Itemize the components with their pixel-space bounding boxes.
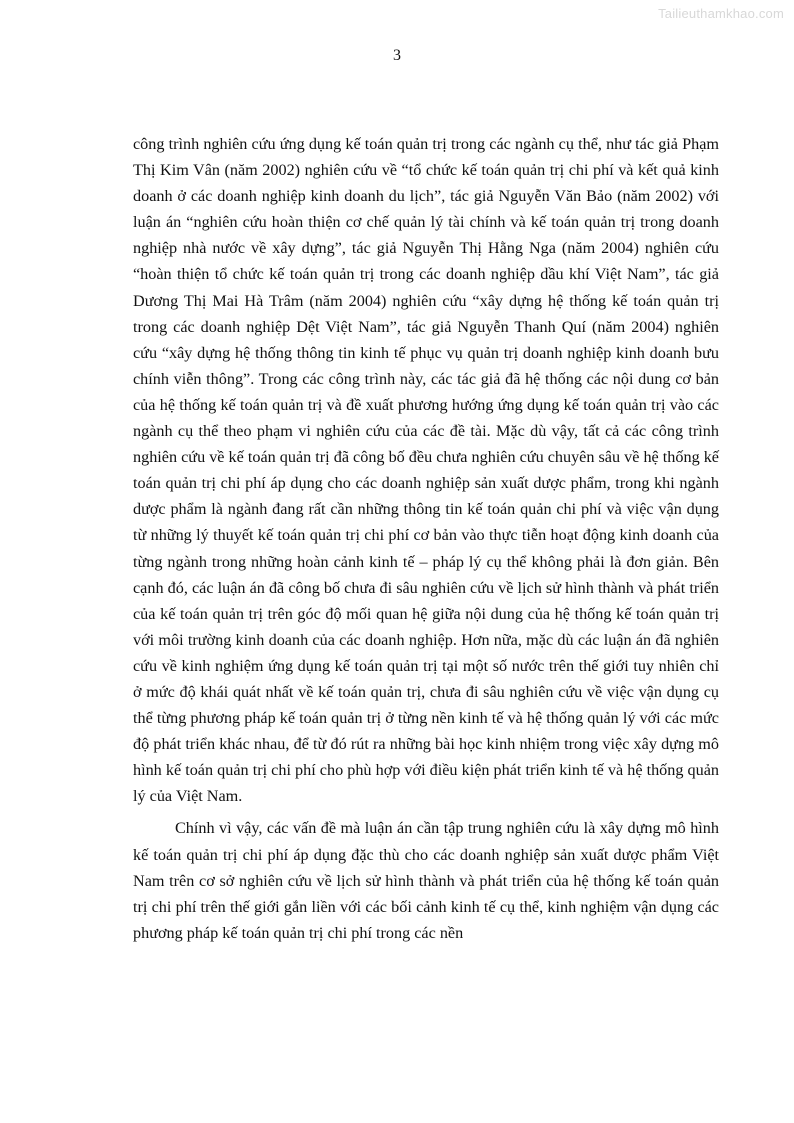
paragraph-1: công trình nghiên cứu ứng dụng kế toán quản trị trong các ngành cụ thể, như tác giả Phạm Thị Kim Vân (năm 2002) nghiên cứu về “tổ chức kế toán quản trị chi phí và kết quả kinh doanh ở các doanh nghiệp kinh doanh du lịch”, tác giả Nguyễn Văn Bảo (năm 2002) với luận án “nghiên cứu hoàn thiện cơ chế quản lý tài chính và kế toán quản trị trong doanh nghiệp nhà nước về xây dựng”, tác giả Nguyễn Thị Hằng Nga (năm 2004) nghiên cứu “hoàn thiện tổ chức kế toán quản trị trong các doanh nghiệp dầu khí Việt Nam”, tác giả Dương Thị Mai Hà Trâm (năm 2004) nghiên cứu “xây dựng hệ thống kế toán quản trị trong các doanh nghiệp Dệt Việt Nam”, tác giả Nguyễn Thanh Quí (năm 2004) nghiên cứu “xây dựng hệ thống thông tin kinh tế phục vụ quản trị doanh nghiệp kinh doanh bưu chính viễn thông”. Trong các công trình này, các tác giả đã hệ thống các nội dung cơ bản của hệ thống kế toán quản trị và đề xuất phương hướng ứng dụng kế toán quản trị vào các ngành cụ thể theo phạm vi nghiên cứu của các đề tài. Mặc dù vậy, tất cả các công trình nghiên cứu về kế toán quản trị đã công bố đều chưa nghiên cứu chuyên sâu về hệ thống kế toán quản trị chi phí áp dụng cho các doanh nghiệp sản xuất dược phẩm, trong khi ngành dược phẩm là ngành đang rất cần những thông tin kế toán quản chi phí và việc vận dụng từ những lý thuyết kế toán quản trị chi phí cơ bản vào thực tiễn hoạt động kinh doanh của từng ngành trong những hoàn cảnh kinh tế – pháp lý cụ thể không phải là đơn giản. Bên cạnh đó, các luận án đã công bố chưa đi sâu nghiên cứu về lịch sử hình thành và phát triển của kế toán quản trị trên góc độ mối quan hệ giữa nội dung của hệ thống kế toán quản trị với môi trường kinh doanh của các doanh nghiệp. Hơn nữa, mặc dù các luận án đã nghiên cứu về kinh nghiệm ứng dụng kế toán quản trị tại một số nước trên thế giới tuy nhiên chỉ ở mức độ khái quát nhất về kế toán quản trị, chưa đi sâu nghiên cứu về việc vận dụng cụ thể từng phương pháp kế toán quản trị ở từng nền kinh tế và hệ thống quản lý với các mức độ phát triển khác nhau, để từ đó rút ra những bài học kinh nhiệm trong việc xây dựng mô hình kế toán quản trị chi phí cho phù hợp với điều kiện phát triển kinh tế và hệ thống quản lý của Việt Nam. (133, 135, 719, 806)
paragraph-2: Chính vì vậy, các vấn đề mà luận án cần tập trung nghiên cứu là xây dựng mô hình kế toán quản trị chi phí áp dụng đặc thù cho các doanh nghiệp sản xuất dược phẩm Việt Nam trên cơ sở nghiên cứu về lịch sử hình thành và phát triển của hệ thống kế toán quản trị chi phí trên thế giới gắn liền với các bối cảnh kinh tế cụ thể, kinh nghiệm vận dụng các phương pháp kế toán quản trị chi phí trong các nền (133, 819, 719, 942)
page-number: 3 (393, 47, 401, 64)
watermark-text: Tailieuthamkhao.com (658, 6, 784, 21)
document-body (133, 131, 719, 946)
